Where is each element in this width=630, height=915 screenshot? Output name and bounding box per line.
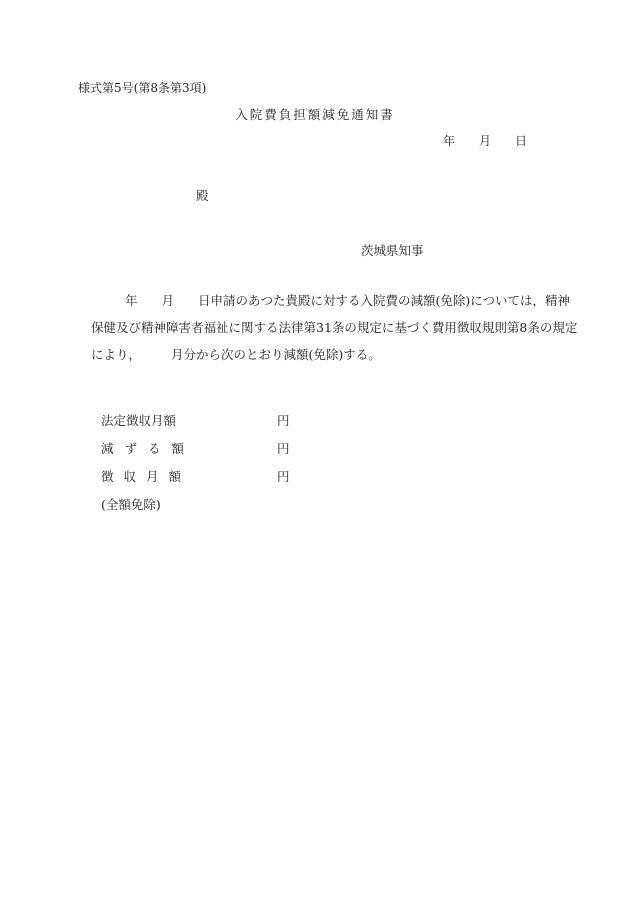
body-line-3: [91, 341, 563, 368]
body-line-3-text: 月分から次のとおり減額(免除)する。: [171, 347, 381, 362]
body-line-1-text: 日申請のあつた貴殿に対する入院費の減額(免除)については，精神: [198, 293, 571, 308]
body-month: 月: [161, 293, 175, 308]
amount-label: 法定徴収月額: [101, 413, 177, 428]
amount-row-legal-monthly: [101, 411, 301, 439]
document-title: 入院費負担額減免通知書: [235, 107, 395, 122]
addressee-suffix: 殿: [196, 188, 209, 203]
amount-label: 減ずる額: [101, 441, 196, 456]
date-line: [443, 134, 527, 148]
amount-unit: 円: [277, 469, 290, 484]
issuer-name: 茨城県知事: [361, 243, 424, 258]
body-line-3-start: により，: [91, 347, 142, 362]
amount-unit: 円: [277, 441, 290, 456]
body-year: 年: [125, 293, 138, 308]
date-day: 日: [515, 134, 528, 148]
amount-row-reduction: [101, 439, 301, 467]
form-number: 様式第5号(第8条第3項): [78, 81, 207, 95]
date-month: 月: [479, 134, 492, 148]
amounts-table: [101, 411, 301, 495]
date-year: 年: [443, 134, 456, 148]
notice-body: [91, 287, 578, 368]
body-line-1: [91, 287, 571, 314]
body-line-2: 保健及び精神障害者福祉に関する法律第31条の規定に基づく費用徴収規則第8条の規定: [91, 320, 578, 335]
amount-row-monthly: [101, 467, 301, 495]
amount-unit: 円: [277, 413, 290, 428]
exemption-note: (全額免除): [101, 497, 161, 512]
amount-label: 徴収月額: [101, 469, 192, 484]
